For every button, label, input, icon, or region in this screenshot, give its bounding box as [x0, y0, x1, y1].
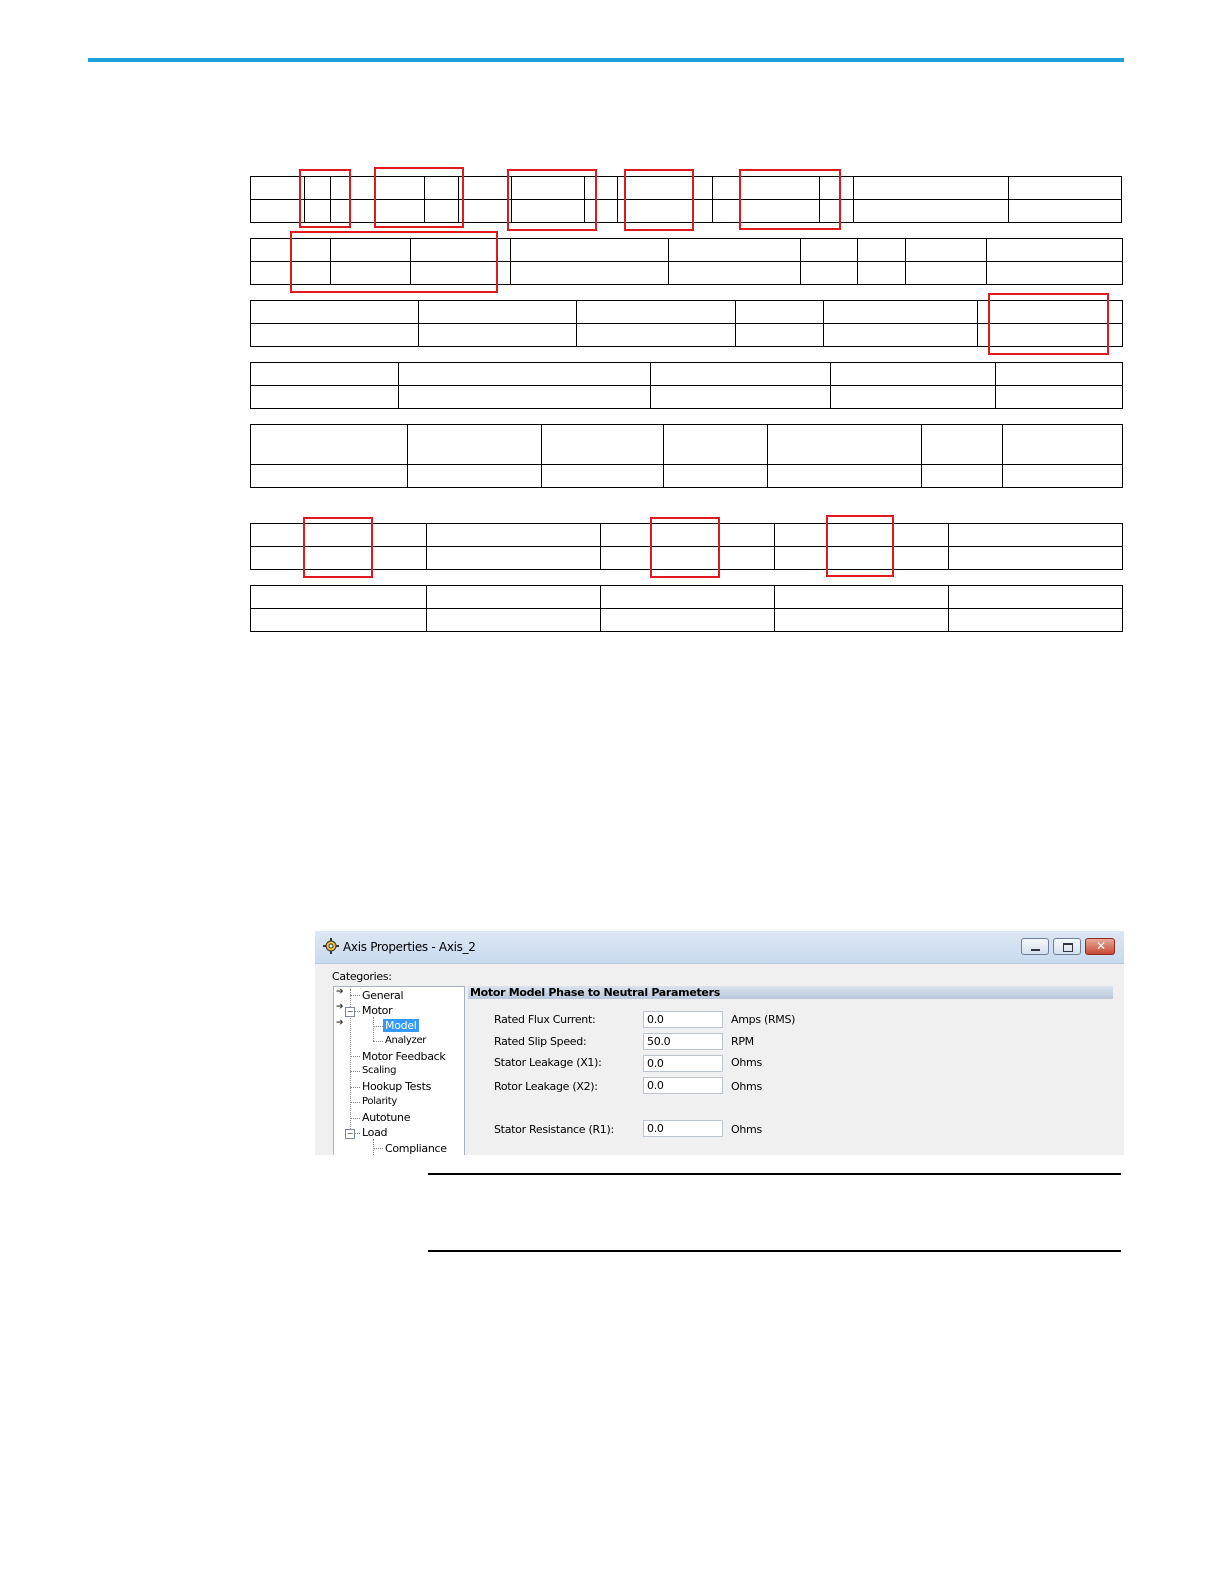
param-unit: Amps (RMS) — [731, 1013, 796, 1026]
pin-icon: ➔ — [336, 1002, 344, 1012]
parameter-table-5 — [250, 424, 1123, 488]
stator-leakage-field[interactable]: 0.0 — [643, 1055, 723, 1072]
collapse-icon[interactable]: − — [346, 1129, 354, 1138]
tree-item-scaling[interactable]: Scaling — [362, 1065, 397, 1076]
param-unit: RPM — [731, 1035, 754, 1048]
table-row — [251, 609, 1123, 632]
note-bottom-rule — [428, 1250, 1121, 1252]
tree-item-model[interactable]: Model — [385, 1019, 417, 1032]
parameter-table-7 — [250, 585, 1123, 632]
close-icon: ✕ — [1096, 939, 1106, 953]
section-title: Motor Model Phase to Neutral Parameters — [468, 986, 1113, 999]
tree-item-autotune[interactable]: Autotune — [362, 1111, 411, 1124]
pin-icon: ➔ — [336, 987, 344, 997]
tree-item-motor[interactable]: Motor — [362, 1004, 393, 1017]
stator-resistance-field[interactable]: 0.0 — [643, 1120, 723, 1137]
tree-item-general[interactable]: General — [362, 989, 404, 1002]
table-row — [251, 465, 1123, 488]
table-row — [251, 363, 1123, 386]
highlight-box — [988, 293, 1109, 355]
window-title: Axis Properties - Axis_2 — [343, 940, 476, 954]
close-button[interactable] — [1085, 938, 1115, 955]
table-row — [251, 586, 1123, 609]
highlight-box — [650, 517, 720, 578]
tree-item-load[interactable]: Load — [362, 1126, 388, 1139]
tree-item-analyzer[interactable]: Analyzer — [385, 1035, 427, 1046]
param-unit: Ohms — [731, 1080, 762, 1093]
highlight-box — [299, 169, 351, 228]
tree-item-compliance[interactable]: Compliance — [385, 1142, 447, 1155]
highlight-box — [374, 167, 464, 228]
collapse-icon[interactable]: − — [346, 1007, 354, 1016]
title-bar — [315, 931, 1124, 964]
highlight-box — [303, 517, 373, 578]
highlight-box — [290, 231, 498, 293]
param-unit: Ohms — [731, 1123, 762, 1136]
tree-item-hookup-tests[interactable]: Hookup Tests — [362, 1080, 432, 1093]
gear-icon — [323, 938, 339, 954]
pin-icon: ➔ — [336, 1018, 344, 1028]
param-label: Stator Resistance (R1): — [494, 1123, 614, 1136]
minimize-button[interactable] — [1021, 938, 1049, 955]
rated-flux-current-field[interactable]: 0.0 — [643, 1011, 723, 1028]
rated-slip-speed-field[interactable]: 50.0 — [643, 1033, 723, 1050]
param-label: Rated Flux Current: — [494, 1013, 596, 1026]
categories-label: Categories: — [332, 970, 392, 983]
highlight-box — [826, 515, 894, 577]
header-rule — [88, 58, 1124, 62]
rotor-leakage-field[interactable]: 0.0 — [643, 1077, 723, 1094]
table-row — [251, 386, 1123, 409]
param-unit: Ohms — [731, 1056, 762, 1069]
param-label: Rated Slip Speed: — [494, 1035, 587, 1048]
parameter-table-4 — [250, 362, 1123, 409]
param-label: Rotor Leakage (X2): — [494, 1080, 598, 1093]
highlight-box — [624, 169, 694, 231]
tree-item-polarity[interactable]: Polarity — [362, 1096, 398, 1107]
highlight-box — [507, 169, 597, 231]
param-label: Stator Leakage (X1): — [494, 1056, 602, 1069]
table-row — [251, 425, 1123, 465]
axis-properties-dialog — [315, 931, 1124, 1155]
highlight-box — [739, 169, 841, 230]
tree-item-motor-feedback[interactable]: Motor Feedback — [362, 1050, 446, 1063]
categories-tree[interactable] — [333, 986, 465, 1155]
maximize-button[interactable] — [1053, 938, 1081, 955]
note-top-rule — [428, 1173, 1121, 1175]
